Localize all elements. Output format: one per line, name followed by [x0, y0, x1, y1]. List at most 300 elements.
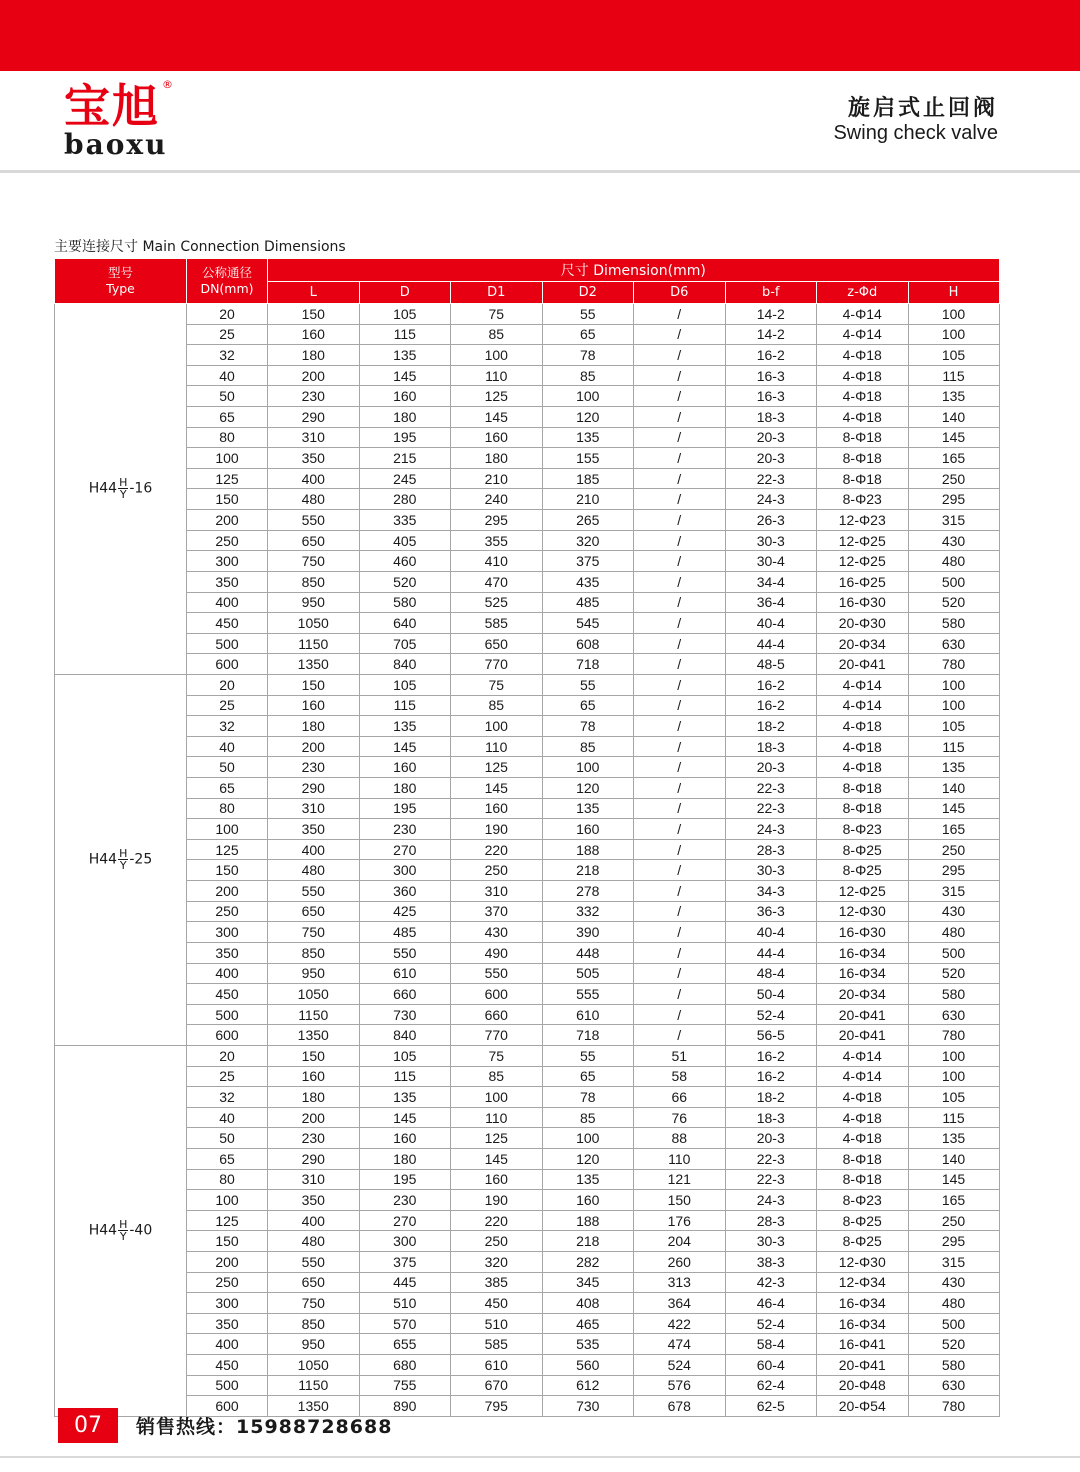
table-row	[55, 1293, 1000, 1314]
table-cell: 18-3	[725, 407, 817, 428]
table-cell: /	[634, 407, 726, 428]
table-cell: 8-Φ18	[817, 778, 909, 799]
table-cell: 14-2	[725, 324, 817, 345]
table-cell: 135	[542, 1169, 634, 1190]
table-cell: 630	[908, 633, 999, 654]
dn-cell: 150	[187, 860, 268, 881]
table-cell: 14-2	[725, 304, 817, 325]
table-cell: 8-Φ25	[817, 839, 909, 860]
table-row	[55, 1107, 1000, 1128]
table-cell: /	[634, 1025, 726, 1046]
dn-cell: 100	[187, 1190, 268, 1211]
table-cell: /	[634, 592, 726, 613]
table-cell: 480	[268, 489, 360, 510]
table-cell: 430	[908, 901, 999, 922]
table-cell: /	[634, 304, 726, 325]
table-cell: 42-3	[725, 1272, 817, 1293]
table-cell: 20-Φ34	[817, 633, 909, 654]
table-cell: 204	[634, 1231, 726, 1252]
table-cell: 560	[542, 1355, 634, 1376]
table-cell: 190	[451, 819, 543, 840]
table-cell: 115	[359, 695, 451, 716]
table-cell: 370	[451, 901, 543, 922]
table-cell: 450	[451, 1293, 543, 1314]
table-cell: 295	[451, 510, 543, 531]
table-cell: 460	[359, 551, 451, 572]
table-row	[55, 1169, 1000, 1190]
table-cell: 36-4	[725, 592, 817, 613]
table-cell: 100	[908, 1066, 999, 1087]
dn-header	[187, 259, 268, 304]
table-cell: 840	[359, 654, 451, 675]
table-cell: 850	[268, 942, 360, 963]
dn-cell: 500	[187, 1375, 268, 1396]
table-cell: /	[634, 963, 726, 984]
table-cell: 58	[634, 1066, 726, 1087]
table-cell: 245	[359, 468, 451, 489]
table-cell: 8-Φ18	[817, 468, 909, 489]
table-cell: 12-Φ30	[817, 901, 909, 922]
table-cell: 550	[268, 881, 360, 902]
table-cell: 780	[908, 1025, 999, 1046]
type-header	[55, 259, 187, 304]
table-cell: 16-Φ30	[817, 592, 909, 613]
table-cell: 40-4	[725, 922, 817, 943]
table-cell: 110	[451, 1107, 543, 1128]
table-cell: 195	[359, 798, 451, 819]
dn-cell: 400	[187, 592, 268, 613]
table-cell: 215	[359, 448, 451, 469]
dn-cell: 65	[187, 778, 268, 799]
table-cell: 180	[359, 1148, 451, 1169]
table-cell: 16-3	[725, 386, 817, 407]
table-cell: 8-Φ23	[817, 1190, 909, 1211]
table-cell: 480	[268, 860, 360, 881]
seal-material-fraction	[118, 1219, 128, 1242]
table-cell: 85	[542, 365, 634, 386]
table-cell: 655	[359, 1334, 451, 1355]
table-cell: 4-Φ14	[817, 695, 909, 716]
table-row	[55, 1355, 1000, 1376]
table-cell: 30-4	[725, 551, 817, 572]
table-row	[55, 592, 1000, 613]
table-cell: /	[634, 716, 726, 737]
dn-cell: 500	[187, 1004, 268, 1025]
type-header-cn: 型号	[107, 265, 133, 280]
table-cell: 445	[359, 1272, 451, 1293]
dn-cell: 150	[187, 489, 268, 510]
table-cell: /	[634, 1004, 726, 1025]
table-cell: 332	[542, 901, 634, 922]
table-cell: 115	[908, 365, 999, 386]
table-cell: 8-Φ25	[817, 1210, 909, 1231]
table-cell: 120	[542, 407, 634, 428]
dn-header-en: DN(mm)	[200, 281, 254, 296]
table-row	[55, 1148, 1000, 1169]
table-cell: 145	[451, 1148, 543, 1169]
table-cell: 18-2	[725, 1087, 817, 1108]
table-cell: 44-4	[725, 942, 817, 963]
table-cell: 120	[542, 1148, 634, 1169]
table-cell: 278	[542, 881, 634, 902]
table-cell: 550	[359, 942, 451, 963]
table-cell: 612	[542, 1375, 634, 1396]
table-cell: 670	[451, 1375, 543, 1396]
table-cell: 135	[359, 345, 451, 366]
table-cell: 350	[268, 448, 360, 469]
dn-cell: 50	[187, 1128, 268, 1149]
table-cell: 78	[542, 1087, 634, 1108]
table-cell: /	[634, 695, 726, 716]
table-cell: 4-Φ18	[817, 1107, 909, 1128]
table-cell: /	[634, 386, 726, 407]
column-header: H	[908, 282, 999, 304]
table-cell: 20-Φ30	[817, 613, 909, 634]
table-cell: 16-2	[725, 674, 817, 695]
dn-cell: 40	[187, 365, 268, 386]
table-cell: 295	[908, 489, 999, 510]
dn-cell: 400	[187, 1334, 268, 1355]
table-cell: 145	[451, 407, 543, 428]
table-cell: 485	[542, 592, 634, 613]
table-cell: 505	[542, 963, 634, 984]
table-cell: 260	[634, 1252, 726, 1273]
pressure-suffix: -25	[129, 851, 153, 868]
table-cell: 950	[268, 592, 360, 613]
page-number: 07	[58, 1408, 118, 1443]
table-row	[55, 881, 1000, 902]
table-cell: 180	[268, 716, 360, 737]
table-cell: /	[634, 489, 726, 510]
table-cell: 300	[359, 1231, 451, 1252]
dn-cell: 40	[187, 736, 268, 757]
table-cell: 8-Φ18	[817, 1169, 909, 1190]
table-cell: 580	[908, 1355, 999, 1376]
table-cell: 270	[359, 839, 451, 860]
dn-cell: 450	[187, 984, 268, 1005]
table-cell: 145	[908, 427, 999, 448]
table-row	[55, 901, 1000, 922]
table-cell: 135	[908, 386, 999, 407]
table-cell: 576	[634, 1375, 726, 1396]
table-cell: 75	[451, 304, 543, 325]
table-cell: 608	[542, 633, 634, 654]
table-cell: 480	[908, 1293, 999, 1314]
table-cell: 4-Φ18	[817, 736, 909, 757]
table-row	[55, 1087, 1000, 1108]
table-cell: 145	[359, 736, 451, 757]
table-cell: 20-Φ34	[817, 984, 909, 1005]
table-row	[55, 551, 1000, 572]
table-cell: /	[634, 654, 726, 675]
table-cell: 313	[634, 1272, 726, 1293]
dn-cell: 65	[187, 1148, 268, 1169]
table-cell: 34-4	[725, 571, 817, 592]
table-cell: 30-3	[725, 1231, 817, 1252]
table-cell: 100	[451, 716, 543, 737]
table-cell: 20-Φ41	[817, 1355, 909, 1376]
table-cell: 165	[908, 1190, 999, 1211]
table-cell: 140	[908, 1148, 999, 1169]
table-cell: 58-4	[725, 1334, 817, 1355]
table-cell: 850	[268, 571, 360, 592]
table-cell: 230	[359, 1190, 451, 1211]
dn-cell: 350	[187, 942, 268, 963]
table-cell: 85	[542, 736, 634, 757]
table-cell: 150	[634, 1190, 726, 1211]
table-cell: 8-Φ25	[817, 1231, 909, 1252]
table-cell: 135	[542, 798, 634, 819]
table-cell: 780	[908, 654, 999, 675]
table-cell: 230	[268, 757, 360, 778]
table-cell: 100	[908, 1045, 999, 1066]
table-cell: 780	[908, 1396, 999, 1417]
table-cell: 8-Φ25	[817, 860, 909, 881]
table-cell: 480	[908, 922, 999, 943]
table-cell: 56-5	[725, 1025, 817, 1046]
table-cell: 705	[359, 633, 451, 654]
footer-divider	[0, 1456, 1080, 1458]
dn-cell: 400	[187, 963, 268, 984]
section-title: 主要连接尺寸 Main Connection Dimensions	[54, 239, 346, 255]
table-row	[55, 1025, 1000, 1046]
table-cell: 60-4	[725, 1355, 817, 1376]
table-cell: 100	[542, 386, 634, 407]
table-cell: 250	[451, 860, 543, 881]
table-cell: 160	[268, 1066, 360, 1087]
dn-cell: 80	[187, 798, 268, 819]
table-cell: 200	[268, 365, 360, 386]
table-cell: 218	[542, 860, 634, 881]
table-cell: 160	[542, 1190, 634, 1211]
table-cell: 555	[542, 984, 634, 1005]
table-row	[55, 922, 1000, 943]
table-cell: 105	[359, 1045, 451, 1066]
brand-logo	[64, 78, 173, 161]
table-cell: 200	[268, 1107, 360, 1128]
table-cell: 195	[359, 427, 451, 448]
table-cell: /	[634, 798, 726, 819]
brand-name-cn: 宝旭	[64, 79, 160, 133]
dn-cell: 25	[187, 324, 268, 345]
table-cell: 46-4	[725, 1293, 817, 1314]
table-cell: 750	[268, 1293, 360, 1314]
table-cell: /	[634, 922, 726, 943]
table-cell: /	[634, 901, 726, 922]
table-cell: /	[634, 427, 726, 448]
table-cell: 150	[268, 674, 360, 695]
table-row	[55, 942, 1000, 963]
table-cell: 250	[908, 1210, 999, 1231]
table-row	[55, 571, 1000, 592]
table-cell: 1050	[268, 613, 360, 634]
table-cell: 16-Φ25	[817, 571, 909, 592]
table-cell: 448	[542, 942, 634, 963]
table-cell: 145	[908, 798, 999, 819]
table-cell: 85	[451, 1066, 543, 1087]
table-cell: 390	[542, 922, 634, 943]
seal-upper: H	[119, 1218, 128, 1232]
table-cell: 145	[359, 365, 451, 386]
table-cell: 650	[268, 901, 360, 922]
dn-cell: 500	[187, 633, 268, 654]
table-cell: 1050	[268, 1355, 360, 1376]
table-cell: 188	[542, 1210, 634, 1231]
table-cell: 385	[451, 1272, 543, 1293]
table-cell: 85	[451, 695, 543, 716]
registered-mark: ®	[162, 78, 173, 91]
table-cell: 350	[268, 819, 360, 840]
table-cell: /	[634, 551, 726, 572]
model-type-cell	[55, 674, 187, 1045]
table-cell: 4-Φ18	[817, 345, 909, 366]
dn-cell: 125	[187, 839, 268, 860]
table-cell: 20-3	[725, 757, 817, 778]
table-cell: 4-Φ18	[817, 757, 909, 778]
dn-cell: 25	[187, 1066, 268, 1087]
table-row	[55, 386, 1000, 407]
table-cell: 160	[542, 819, 634, 840]
table-cell: 610	[359, 963, 451, 984]
table-cell: /	[634, 819, 726, 840]
table-cell: 38-3	[725, 1252, 817, 1273]
table-cell: 16-2	[725, 695, 817, 716]
table-cell: 230	[359, 819, 451, 840]
model-type-cell	[55, 1045, 187, 1416]
table-row	[55, 798, 1000, 819]
column-header: D1	[451, 282, 543, 304]
table-cell: 270	[359, 1210, 451, 1231]
table-cell: 88	[634, 1128, 726, 1149]
table-row	[55, 1190, 1000, 1211]
table-cell: 630	[908, 1004, 999, 1025]
table-cell: 12-Φ25	[817, 551, 909, 572]
table-cell: 480	[268, 1231, 360, 1252]
table-cell: 200	[268, 736, 360, 757]
table-cell: 190	[451, 1190, 543, 1211]
column-header: b-f	[725, 282, 817, 304]
table-cell: 30-3	[725, 860, 817, 881]
dn-cell: 32	[187, 716, 268, 737]
table-cell: /	[634, 510, 726, 531]
table-row	[55, 1045, 1000, 1066]
dn-cell: 200	[187, 510, 268, 531]
table-cell: 20-3	[725, 1128, 817, 1149]
table-cell: 430	[451, 922, 543, 943]
table-cell: 62-4	[725, 1375, 817, 1396]
table-cell: 180	[451, 448, 543, 469]
table-cell: /	[634, 633, 726, 654]
table-cell: 28-3	[725, 1210, 817, 1231]
table-cell: 650	[268, 1272, 360, 1293]
dn-cell: 200	[187, 1252, 268, 1273]
table-cell: 100	[908, 674, 999, 695]
table-cell: 145	[451, 778, 543, 799]
dn-cell: 100	[187, 448, 268, 469]
table-row	[55, 489, 1000, 510]
table-cell: 30-3	[725, 530, 817, 551]
table-cell: 16-Φ41	[817, 1334, 909, 1355]
table-cell: 1350	[268, 1025, 360, 1046]
table-cell: /	[634, 881, 726, 902]
table-row	[55, 530, 1000, 551]
table-cell: 770	[451, 654, 543, 675]
dn-cell: 350	[187, 571, 268, 592]
table-row	[55, 427, 1000, 448]
table-cell: 718	[542, 1025, 634, 1046]
table-cell: 510	[359, 1293, 451, 1314]
table-cell: /	[634, 324, 726, 345]
product-title-cn: 旋启式止回阀	[847, 96, 998, 121]
table-cell: 155	[542, 448, 634, 469]
table-row	[55, 695, 1000, 716]
table-cell: 85	[542, 1107, 634, 1128]
table-cell: 300	[359, 860, 451, 881]
table-cell: 310	[268, 798, 360, 819]
table-cell: 535	[542, 1334, 634, 1355]
table-cell: 120	[542, 778, 634, 799]
dn-cell: 350	[187, 1313, 268, 1334]
table-cell: 135	[359, 716, 451, 737]
table-row	[55, 778, 1000, 799]
table-cell: 185	[542, 468, 634, 489]
table-cell: 135	[908, 1128, 999, 1149]
table-row	[55, 407, 1000, 428]
table-cell: /	[634, 674, 726, 695]
table-cell: 680	[359, 1355, 451, 1376]
table-cell: 230	[268, 386, 360, 407]
table-row	[55, 716, 1000, 737]
table-cell: 12-Φ25	[817, 530, 909, 551]
table-cell: 364	[634, 1293, 726, 1314]
table-cell: 4-Φ14	[817, 1045, 909, 1066]
table-cell: 65	[542, 695, 634, 716]
table-cell: 490	[451, 942, 543, 963]
table-cell: 20-Φ41	[817, 654, 909, 675]
table-cell: 430	[908, 1272, 999, 1293]
table-cell: 730	[359, 1004, 451, 1025]
model-prefix: H44	[88, 1222, 118, 1239]
table-cell: /	[634, 345, 726, 366]
table-cell: /	[634, 468, 726, 489]
table-cell: 550	[268, 1252, 360, 1273]
table-cell: 20-3	[725, 427, 817, 448]
table-cell: 8-Φ23	[817, 819, 909, 840]
table-cell: /	[634, 736, 726, 757]
table-cell: 240	[451, 489, 543, 510]
table-cell: 165	[908, 819, 999, 840]
table-cell: 320	[451, 1252, 543, 1273]
table-cell: 52-4	[725, 1004, 817, 1025]
table-cell: 500	[908, 1313, 999, 1334]
seal-upper: H	[119, 847, 128, 861]
table-row	[55, 510, 1000, 531]
table-cell: 40-4	[725, 613, 817, 634]
dn-header-cn: 公称通径	[201, 265, 252, 280]
table-cell: 630	[908, 1375, 999, 1396]
table-cell: /	[634, 860, 726, 881]
model-prefix: H44	[88, 480, 118, 497]
table-cell: 110	[451, 736, 543, 757]
table-cell: 210	[451, 468, 543, 489]
table-cell: 280	[359, 489, 451, 510]
table-cell: 16-3	[725, 365, 817, 386]
dn-cell: 600	[187, 1396, 268, 1417]
table-cell: 22-3	[725, 1169, 817, 1190]
table-cell: 315	[908, 1252, 999, 1273]
table-cell: 474	[634, 1334, 726, 1355]
table-cell: 230	[268, 1128, 360, 1149]
